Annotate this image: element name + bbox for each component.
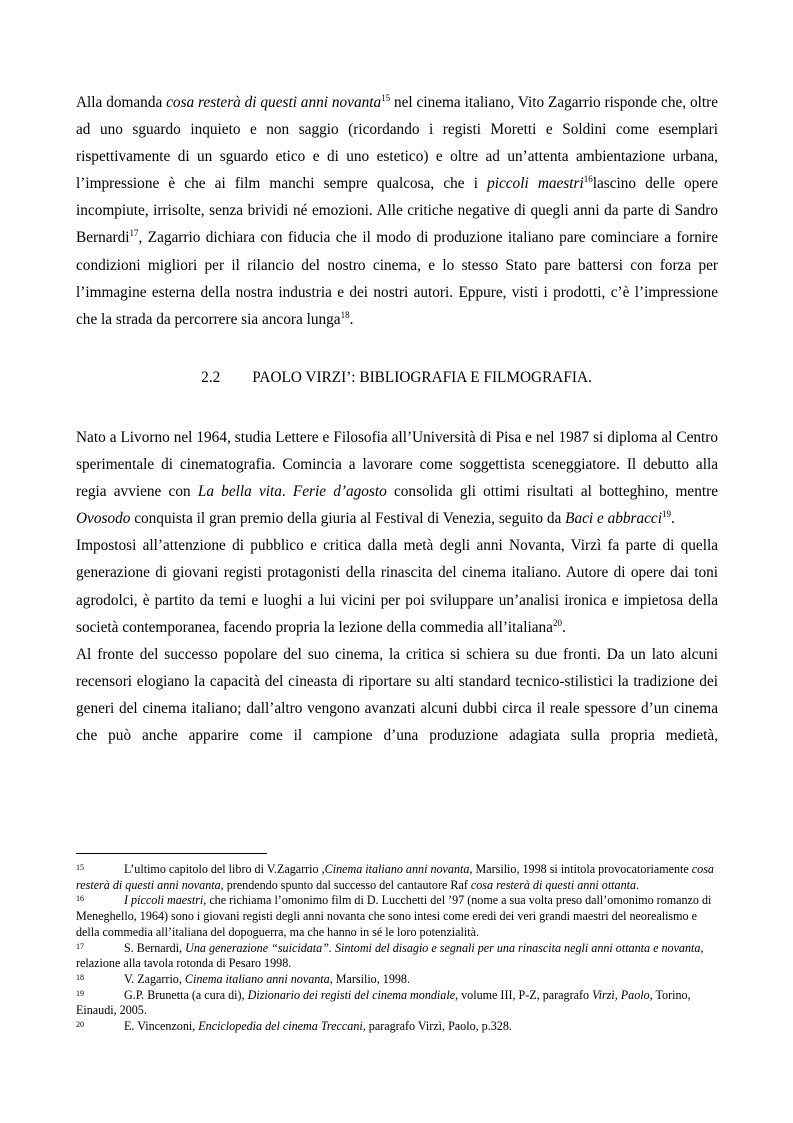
- text-span: .: [561, 618, 566, 636]
- text-span: G.P. Brunetta (a cura di),: [124, 987, 248, 1002]
- footnote-number: 20: [76, 1020, 84, 1030]
- text-span: S. Bernardi,: [124, 940, 186, 955]
- italic-title: I piccoli maestri: [124, 893, 204, 908]
- section-title: PAOLO VIRZI’: BIBLIOGRAFIA E FILMOGRAFIA.: [252, 369, 592, 386]
- footnote-number: 15: [76, 863, 84, 872]
- footnote-ref-20: 20: [552, 617, 562, 628]
- footnote-20: [76, 1019, 718, 1035]
- text-span: , prendendo spunto dal successo del cantautore Raf: [220, 877, 471, 892]
- paragraph-critics: [76, 641, 718, 749]
- footnote-ref-17: 17: [129, 228, 139, 239]
- film-title: La bella vita: [197, 483, 282, 501]
- text-span: volume III, P-Z, paragrafo: [458, 987, 593, 1002]
- text-span: conquista il gran premio della giuria al Festival di Venezia, seguito da: [130, 510, 566, 528]
- paragraph-biography: [76, 424, 718, 532]
- text-span: Al fronte del successo popolare del suo cinema, la critica si schiera su due fronti. Da un lato alcuni recensori elogiano la capacità del cineasta di riportare su alti standard tecnico-stilistici la tradizione dei generi del cinema italiano; dall’altro vengono avanzati alcuni dubbi circa il reale spessore d’un cinema che può anche apparire come il campione d’una produzione adagiata sulla propria medietà,: [76, 645, 718, 745]
- text-span: , Marsilio, 1998 si intitola provocatoriamente: [469, 862, 692, 876]
- text-span: V. Zagarrio,: [124, 971, 185, 986]
- text-span: , Torino, Einaudi, 2005.: [76, 987, 691, 1018]
- footnote-number: 18: [76, 972, 84, 982]
- text-span: Alla domanda: [76, 94, 167, 111]
- text-span: lascino delle opere incompiute, irrisolte, senza brividi né emozioni. Alle critiche negative di quegli anni da parte di Sandro Bernardi: [76, 175, 718, 247]
- footnote-15: [76, 862, 718, 893]
- paragraph-zagarrio: [76, 89, 718, 333]
- text-span: .: [670, 510, 675, 528]
- text-span: , Zagarrio dichiara con fiducia che il modo di produzione italiano pare cominciare a fornire condizioni migliori per il rilancio del nostro cinema, e lo stesso Stato pare battersi con forza per l’immagine esterna della nostra industria e dei nostri autori. Eppure, visti i prodotti, c’è l’impressione che la strada da percorrere sia ancora lunga: [76, 229, 718, 328]
- body-text-bottom: [76, 424, 718, 749]
- text-span: consolida gli ottimi risultati al botteghino, mentre: [386, 483, 718, 501]
- text-span: L’ultimo capitolo del libro di V.Zagarrio ,: [124, 862, 325, 876]
- text-span: , paragrafo Virzì, Paolo, p.328.: [362, 1019, 512, 1034]
- text-span: .: [636, 877, 640, 892]
- italic-title: Dizionario dei registi del cinema mondiale,: [247, 987, 459, 1002]
- footnote-number: 16: [76, 894, 84, 904]
- footnote-16: [76, 893, 718, 940]
- footnote-ref-18: 18: [340, 309, 350, 320]
- italic-title: Enciclopedia del cinema Treccani: [198, 1019, 363, 1034]
- footnote-ref-16: 16: [583, 174, 593, 185]
- italic-title: cosa resterà di questi anni novanta: [166, 94, 382, 111]
- film-title: Ferie d’agosto: [292, 483, 387, 501]
- footnote-number: 19: [76, 988, 84, 998]
- text-span: Nato a Livorno nel 1964, studia Lettere e Filosofia all’Università di Pisa e nel 1987 si diploma al Centro sperimentale di cinematografia. Comincia a lavorare come soggettista sceneggiatore. Il debutto alla regia avviene con: [76, 429, 718, 501]
- text-span: nel cinema italiano, Vito Zagarrio risponde che, oltre ad uno sguardo inquieto e non saggio (ricordando i registi Moretti e Soldini come esemplari rispettivamente di un sguardo etico e di uno estetico) e oltre ad un’attenta ambientazione urbana, l’impressione è che ai film manchi sempre qualcosa, che i: [76, 94, 718, 193]
- body-text-top: [76, 89, 718, 333]
- italic-title: Cinema italiano anni novanta: [324, 862, 470, 876]
- footnote-19: [76, 988, 718, 1019]
- paragraph-generation: [76, 532, 718, 640]
- footnote-ref-19: 19: [661, 509, 671, 520]
- text-span: , relazione alla tavola rotonda di Pesaro 1998.: [76, 940, 704, 971]
- footnote-18: [76, 972, 718, 988]
- text-span: , Marsilio, 1998.: [329, 971, 410, 986]
- footnote-separator: [76, 853, 267, 854]
- text-span: .: [281, 483, 293, 501]
- text-span: Impostosi all’attenzione di pubblico e critica dalla metà degli anni Novanta, Virzì fa parte di quella generazione di giovani registi protagonisti della rinascita del cinema italiano. Autore di opere dai toni agrodolci, è partito da temi e luoghi a lui vicini per poi sviluppare un’analisi ironica e impietosa della società contemporanea, facendo propria la lezione della commedia all’italiana: [76, 537, 718, 636]
- italic-title: Virzì, Paolo: [592, 987, 650, 1002]
- text-span: E. Vincenzoni,: [124, 1019, 199, 1034]
- section-number: 2.2: [201, 369, 221, 386]
- footnote-number: 17: [76, 941, 84, 951]
- film-title: Baci e abbracci: [565, 510, 662, 528]
- footnote-17: [76, 941, 718, 972]
- footnotes: [76, 862, 718, 1035]
- section-heading: [0, 369, 793, 387]
- italic-title: cosa resterà di questi anni novanta: [76, 862, 714, 892]
- footnote-ref-15: 15: [381, 92, 391, 103]
- text-span: .: [349, 310, 354, 328]
- text-span: , che richiama l’omonimo film di D. Lucchetti del ’97 (nome a sua volta preso dall’omonimo romanzo di Meneghello, 1964) sono i giovani registi degli anni novanta che sono intesi come eredi dei veri grandi maestri del neorealismo e della commedia all’italiana del dopoguerra, ma che hanno in sé le loro potenzialità.: [76, 893, 712, 939]
- film-title: Ovosodo: [76, 510, 131, 528]
- italic-title: Cinema italiano anni novanta: [184, 971, 330, 986]
- italic-term: piccoli maestri: [487, 175, 584, 193]
- italic-title: Una generazione “suicidata”. Sintomi del disagio e segnali per una rinascita negli anni ottanta e novanta: [185, 940, 701, 955]
- italic-title: cosa resterà di questi anni ottanta: [470, 877, 637, 892]
